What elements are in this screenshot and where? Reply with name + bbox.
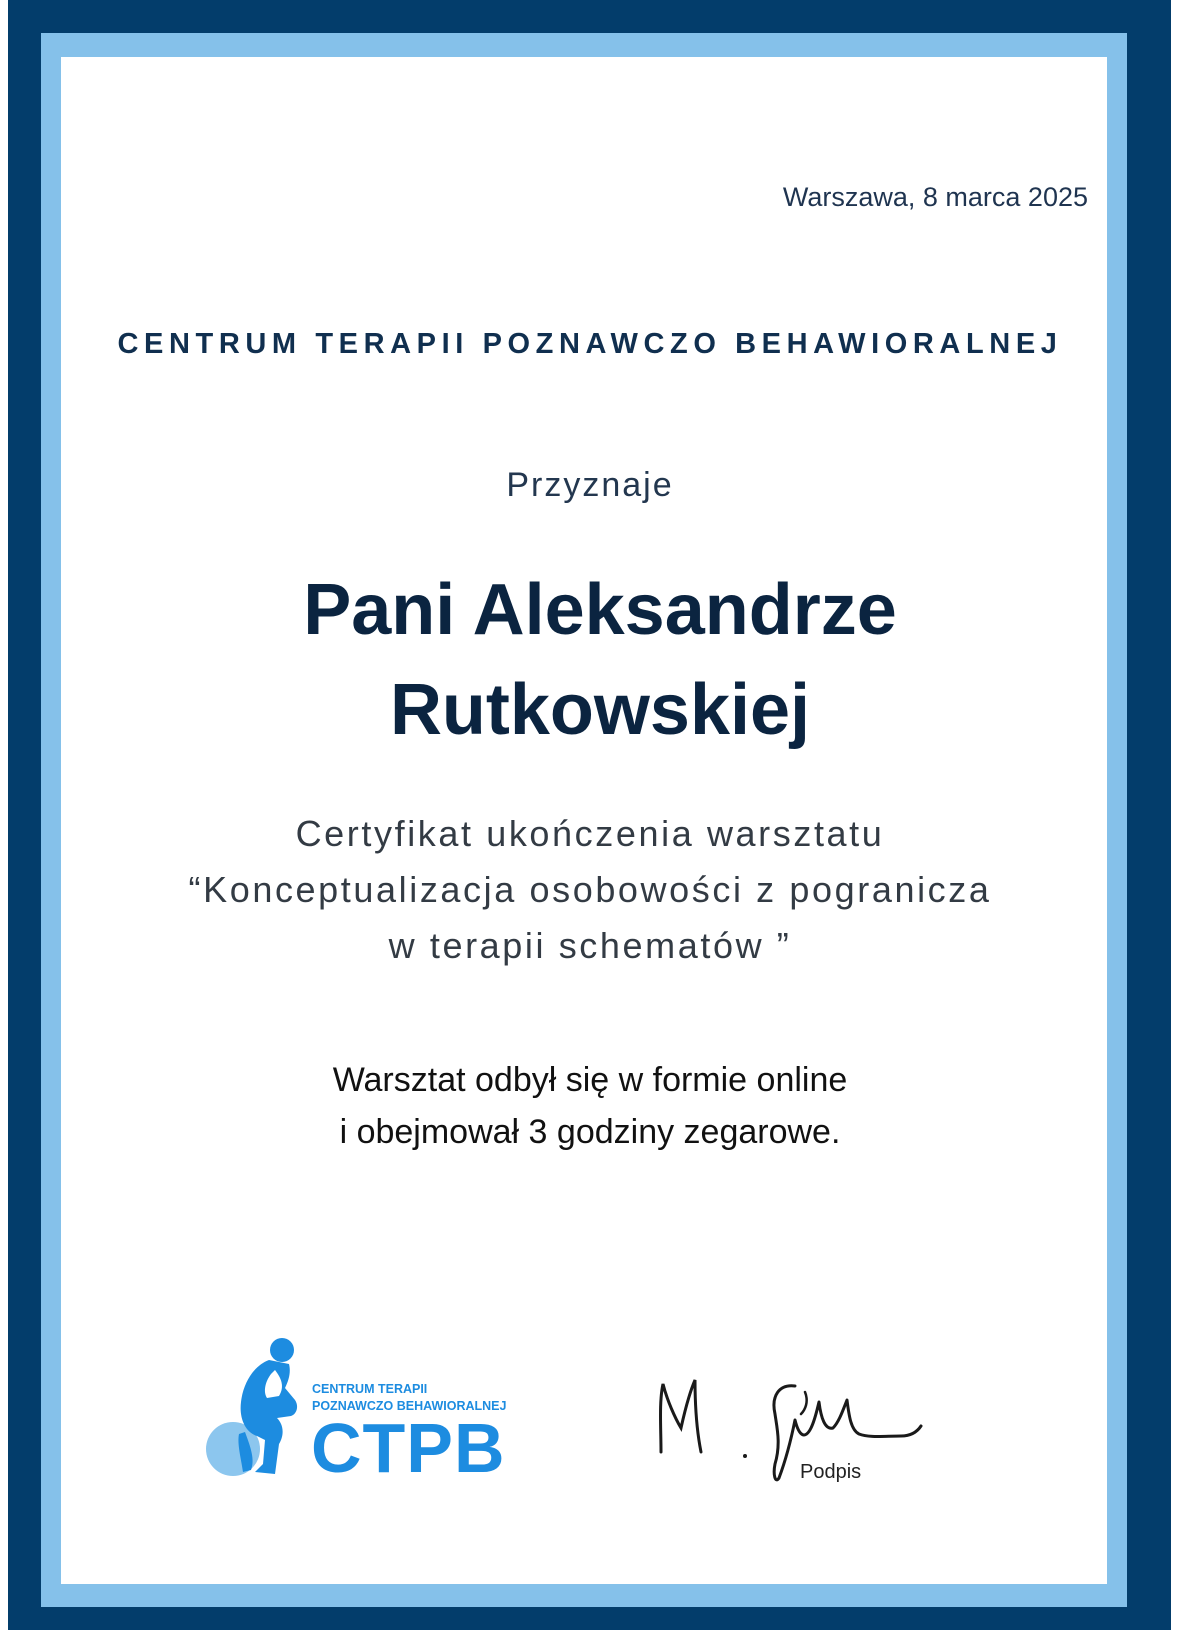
logo-acronym: CTPB (311, 1409, 506, 1487)
certificate-line-3: w terapii schematów ” (388, 925, 792, 966)
certificate-description (90, 806, 1090, 974)
signature-caption: Podpis (800, 1461, 862, 1483)
workshop-info-line-1: Warsztat odbył się w formie online (332, 1061, 848, 1099)
organization-heading: CENTRUM TERAPII POZNAWCZO BEHAWIORALNEJ (117, 328, 1063, 360)
recipient-name-line-1: Pani Aleksandrze (303, 570, 897, 650)
awards-word: Przyznaje (506, 466, 674, 504)
recipient-name-line-2: Rutkowskiej (389, 670, 811, 750)
ctpb-logo (205, 1336, 535, 1486)
recipient-name (200, 560, 1000, 760)
thinker-figure-icon (205, 1336, 325, 1486)
workshop-info (190, 1054, 990, 1158)
workshop-info-line-2: i obejmował 3 godziny zegarowe. (339, 1113, 841, 1151)
certificate-line-2: “Konceptualizacja osobowości z pogranicza (188, 869, 992, 910)
logo-text-line-1: CENTRUM TERAPII (312, 1382, 428, 1396)
logo-text-line-2: POZNAWCZO BEHAWIORALNEJ (312, 1399, 507, 1413)
certificate-line-1: Certyfikat ukończenia warsztatu (295, 813, 885, 854)
place-date: Warszawa, 8 marca 2025 (782, 182, 1088, 212)
